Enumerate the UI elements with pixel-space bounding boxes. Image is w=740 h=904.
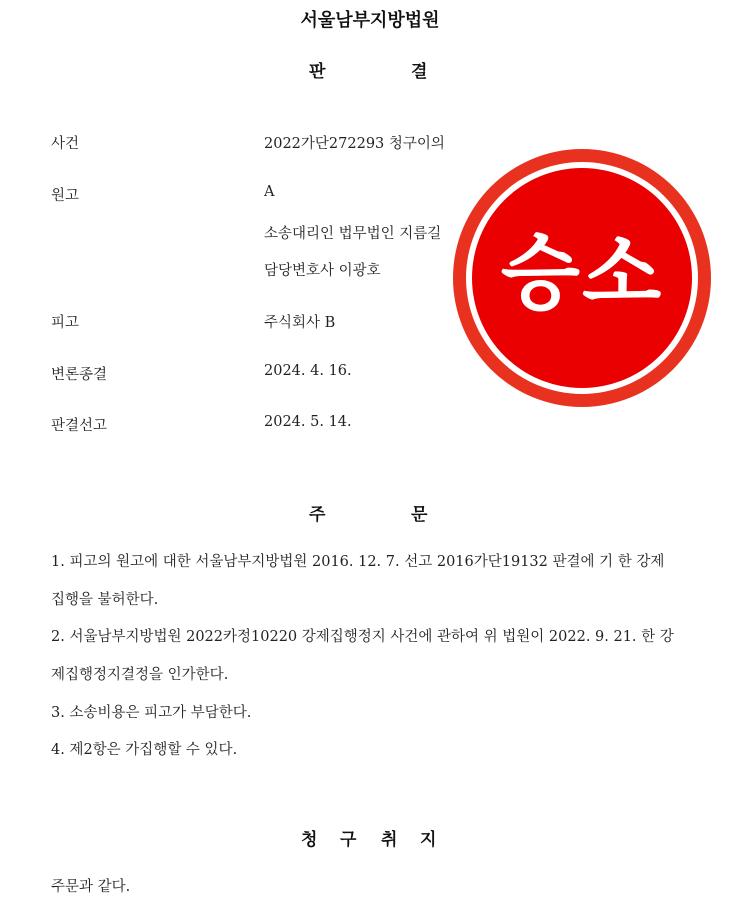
claim-title-char-2: 구 [340, 830, 357, 850]
order-item-2-line-1: 2. 서울남부지방법원 2022카정10220 강제집행정지 사건에 관하여 위 법원이 2022. 9. 21. 한 강 [51, 629, 674, 645]
win-stamp [453, 149, 711, 407]
judgment-title-char-2: 결 [411, 62, 428, 82]
judgment-date-value: 2024. 5. 14. [264, 414, 352, 430]
defendant-value: 주식회사 B [264, 315, 336, 331]
order-title-char-1: 주 [309, 505, 326, 525]
order-item-3: 3. 소송비용은 피고가 부담한다. [51, 705, 252, 721]
judgment-title-char-1: 판 [309, 62, 326, 82]
judgment-date-label: 판결선고 [51, 418, 108, 434]
plaintiff-label: 원고 [51, 188, 80, 204]
claim-title-char-3: 취 [381, 830, 398, 850]
defendant-label: 피고 [51, 315, 80, 331]
claim-title-char-1: 청 [301, 830, 318, 850]
court-name: 서울남부지방법원 [300, 10, 440, 31]
order-item-2-line-2: 제집행정지결정을 인가한다. [51, 667, 229, 683]
case-label: 사건 [51, 136, 80, 152]
order-item-1-line-1: 1. 피고의 원고에 대한 서울남부지방법원 2016. 12. 7. 선고 2016가단19132 판결에 기 한 강제 [51, 554, 665, 570]
order-title-char-2: 문 [411, 505, 428, 525]
plaintiff-name: A [264, 184, 275, 200]
closing-value: 2024. 4. 16. [264, 363, 352, 379]
claim-text: 주문과 같다. [51, 879, 131, 895]
closing-label: 변론종결 [51, 367, 108, 383]
order-item-1-line-2: 집행을 불허한다. [51, 592, 159, 608]
plaintiff-attorney-lawyer: 담당변호사 이광호 [264, 263, 381, 279]
case-value: 2022가단272293 청구이의 [264, 136, 445, 152]
plaintiff-attorney-firm: 소송대리인 법무법인 지름길 [264, 226, 442, 242]
stamp-text: 승소 [500, 226, 664, 321]
order-item-4: 4. 제2항은 가집행할 수 있다. [51, 742, 238, 758]
claim-title-char-4: 지 [420, 830, 437, 850]
